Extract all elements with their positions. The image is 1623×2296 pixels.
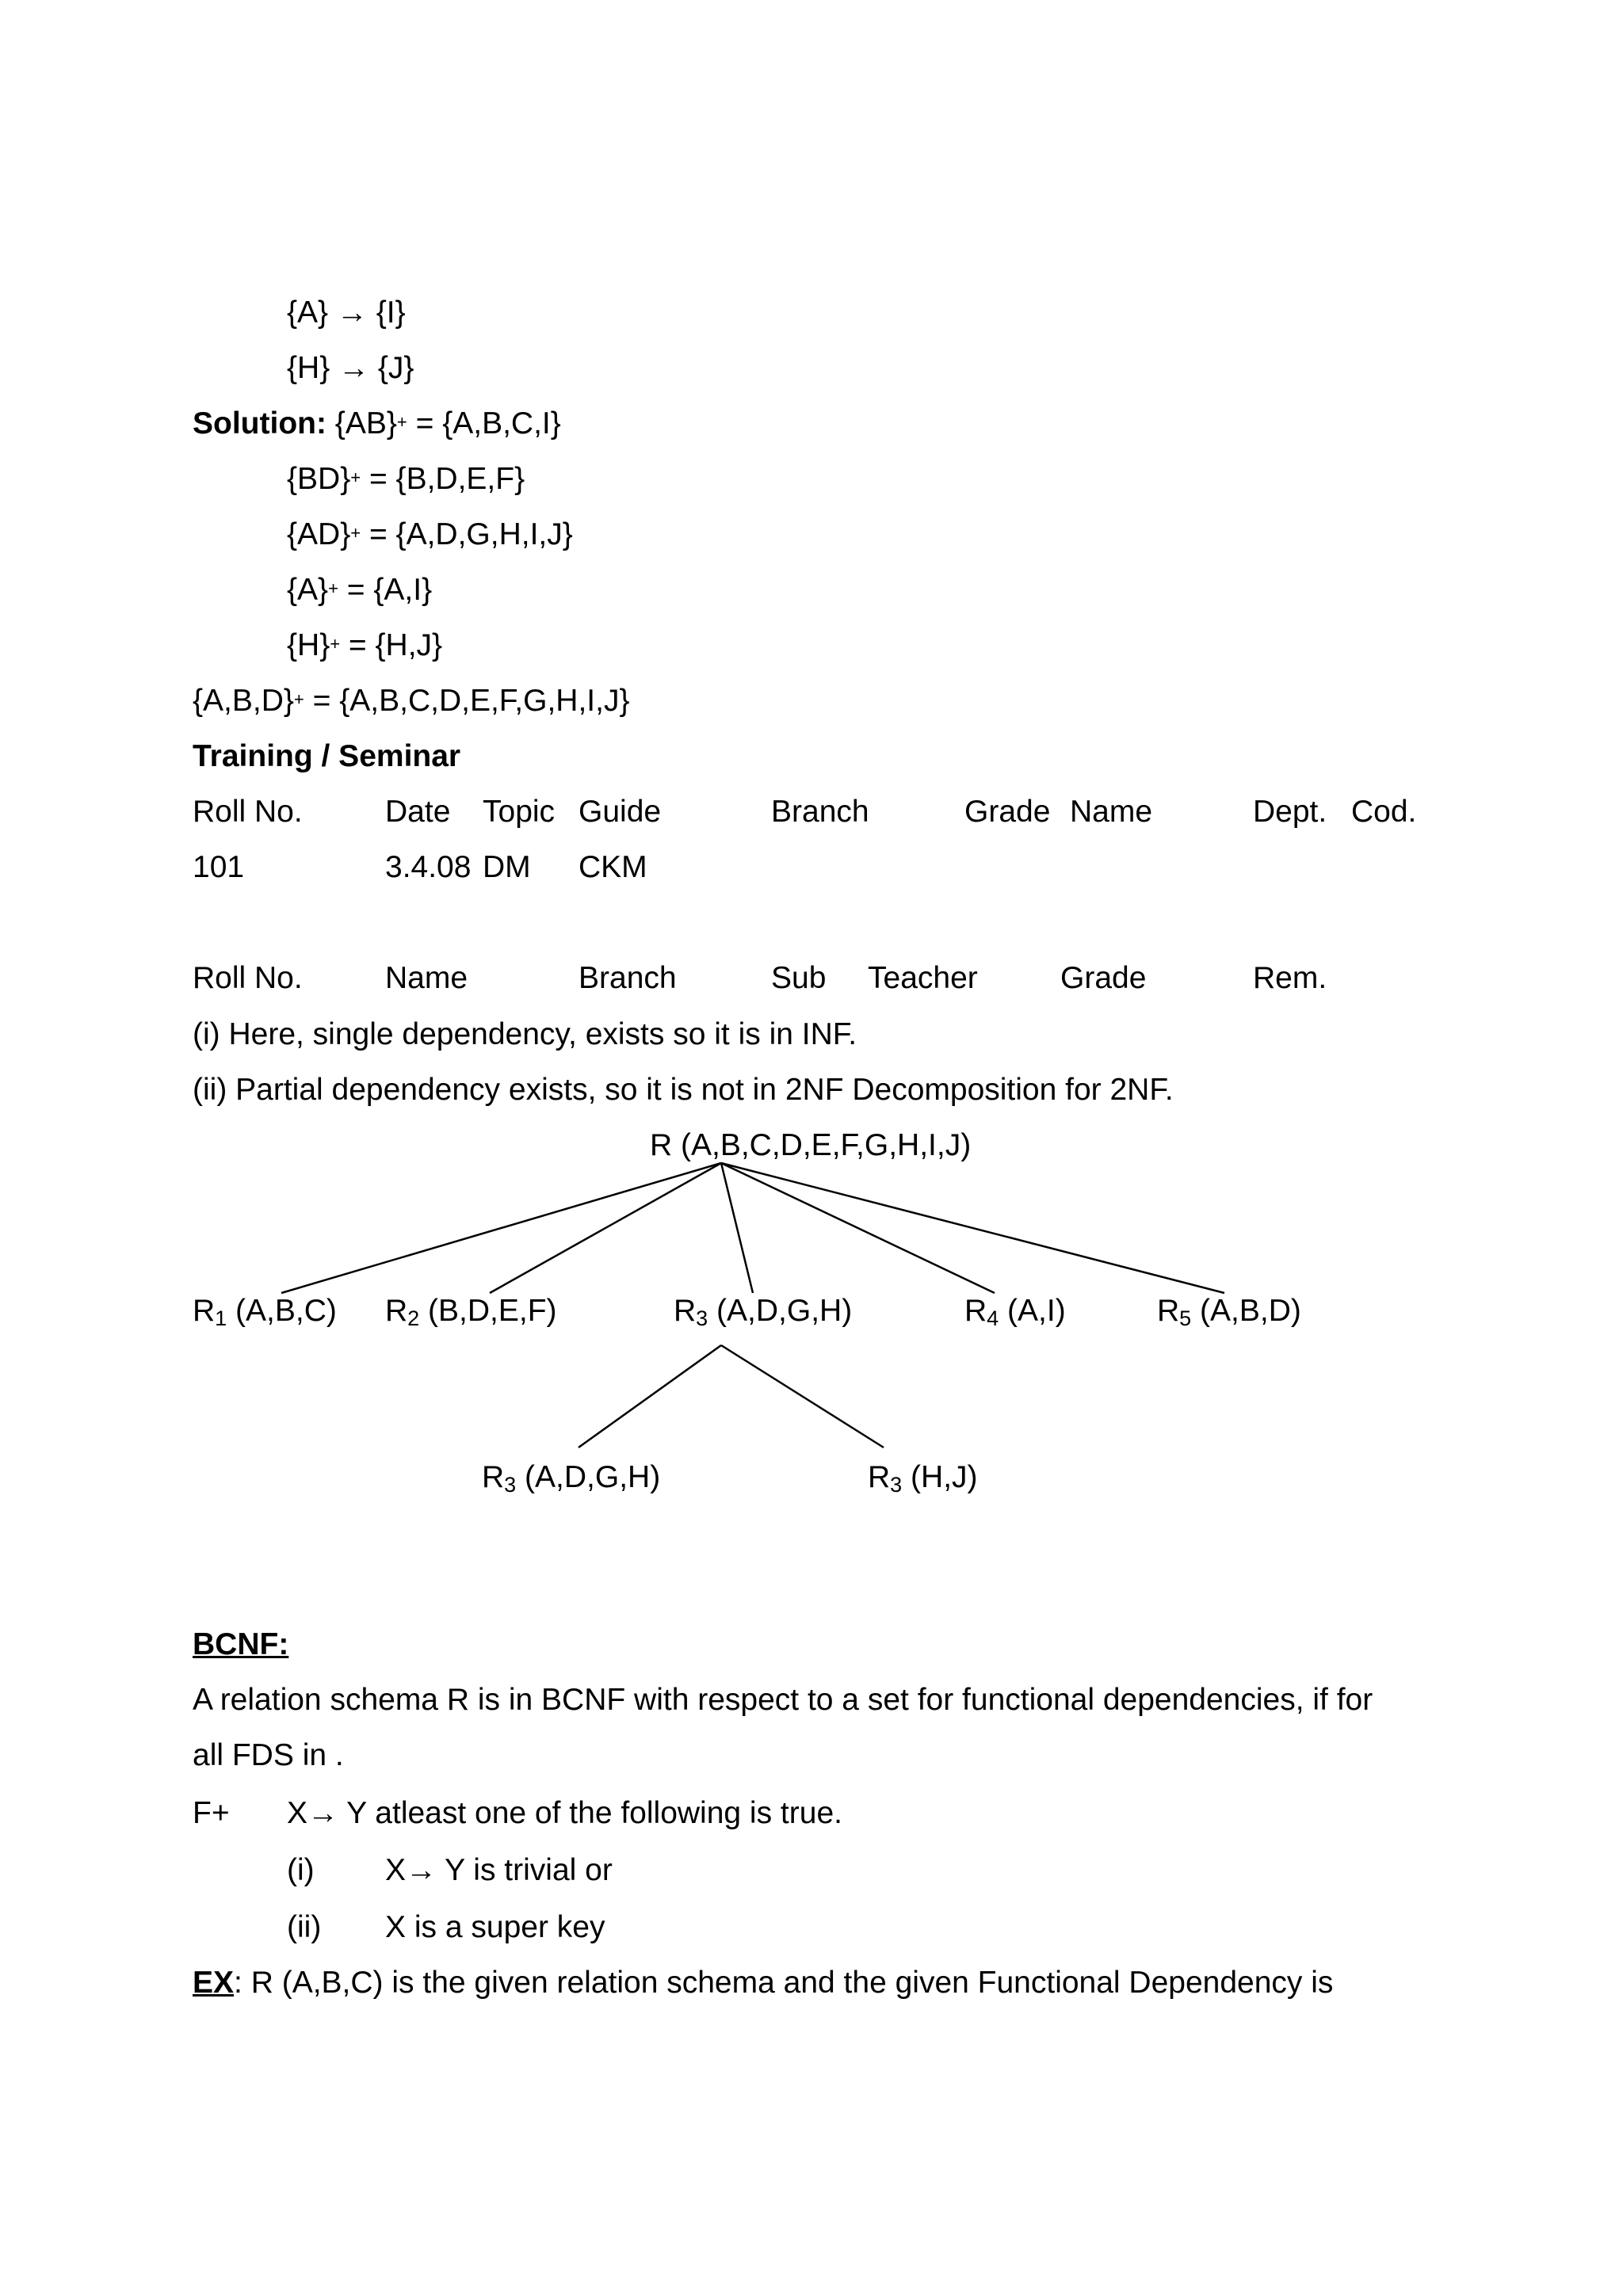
bcnf-paragraph: A relation schema R is in BCNF with respect to a set for functional dependencies, if for <box>193 1683 1373 1717</box>
table-header: Dept. <box>1253 795 1327 829</box>
cond-text: X is a super key <box>385 1910 605 1944</box>
tree-grandchild: $R_3$ (A,D,G,H) <box>482 1460 661 1497</box>
cond-number: (ii) <box>287 1910 322 1944</box>
training-title: Training / Seminar <box>193 739 461 773</box>
table-cell: 3.4.08 <box>385 850 472 884</box>
tree-edge <box>721 1163 1224 1293</box>
tree-edge <box>579 1345 721 1447</box>
table-header: Roll No. <box>193 961 303 995</box>
table-header: Branch <box>579 961 677 995</box>
tree-child: $R_5$ (A,B,D) <box>1157 1294 1301 1330</box>
table-header: Name <box>385 961 468 995</box>
table-header: Cod. <box>1351 795 1417 829</box>
closure-line: {AD}+ = {A,D,G,H,I,J} <box>287 517 573 551</box>
table-cell: CKM <box>579 850 647 884</box>
example-label: EX <box>193 1966 235 2000</box>
table-header: Rem. <box>1253 961 1327 995</box>
tree-grandchild: $R_3$ (H,J) <box>868 1460 978 1497</box>
tree-edge <box>721 1163 753 1293</box>
cond-number: (i) <box>287 1853 315 1887</box>
table-cell: 101 <box>193 850 245 884</box>
bcnf-paragraph: all FDS in . <box>193 1738 344 1772</box>
table-header: Grade <box>964 795 1051 829</box>
table-header: Guide <box>579 795 662 829</box>
tree-edge <box>490 1163 721 1293</box>
fd-line: {H} → {J} <box>287 351 414 385</box>
tree-edge <box>721 1163 995 1293</box>
fd-line: {A} → {I} <box>287 296 406 330</box>
closure-line: {H}+ = {H,J} <box>287 628 443 662</box>
fplus-label: F+ <box>193 1796 230 1830</box>
example-line: EX: R (A,B,C) is the given relation schema and the given Functional Dependency is <box>193 1966 1334 2000</box>
table-header: Topic <box>483 795 556 829</box>
tree-child: $R_3$ (A,D,G,H) <box>674 1294 853 1330</box>
table-header: Branch <box>771 795 869 829</box>
table-cell: DM <box>483 850 531 884</box>
bcnf-heading: BCNF: <box>193 1627 289 1661</box>
table-header: Roll No. <box>193 795 303 829</box>
tree-child: $R_2$ (B,D,E,F) <box>385 1294 557 1330</box>
cond-text: X→ Y is trivial or <box>385 1853 613 1887</box>
table-header: Name <box>1070 795 1153 829</box>
closure-line: {BD}+ = {B,D,E,F} <box>287 462 525 496</box>
closure-line: {A}+ = {A,I} <box>287 573 433 607</box>
solution-label: Solution: <box>193 406 327 441</box>
closure-line: Solution: {AB}+ = {A,B,C,I} <box>193 406 561 441</box>
table-header: Teacher <box>868 961 978 995</box>
tree-edge <box>721 1345 884 1447</box>
table-header: Sub <box>771 961 827 995</box>
table-header: Date <box>385 795 451 829</box>
tree-edge <box>281 1163 721 1293</box>
table-header: Grade <box>1060 961 1147 995</box>
point-line: (ii) Partial dependency exists, so it is not in 2NF Decomposition for 2NF. <box>193 1073 1174 1107</box>
tree-child: $R_4$ (A,I) <box>964 1294 1066 1330</box>
bcnf-condition: X→ Y atleast one of the following is true. <box>287 1796 842 1830</box>
closure-line: {A,B,D}+ = {A,B,C,D,E,F,G,H,I,J} <box>193 684 630 718</box>
tree-child: $R_1$ (A,B,C) <box>193 1294 337 1330</box>
point-line: (i) Here, single dependency, exists so it is in INF. <box>193 1017 857 1051</box>
tree-root: R (A,B,C,D,E,F,G,H,I,J) <box>650 1128 972 1162</box>
